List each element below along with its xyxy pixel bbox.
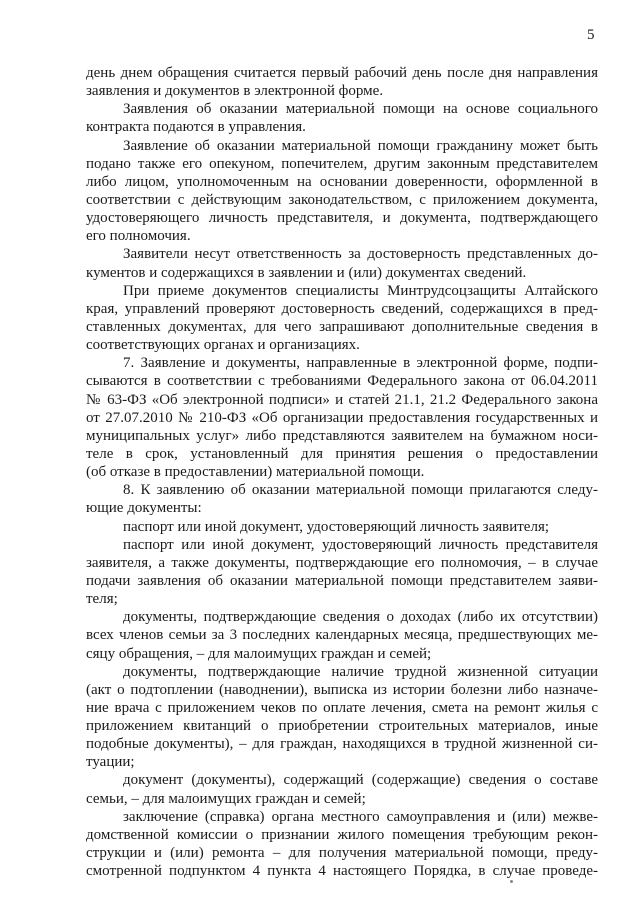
text-line: № 63-ФЗ «Об электронной подписи» и статей 21.1, 21.2 Федерального закона bbox=[86, 391, 598, 408]
text-line: паспорт или иной документ, удостоверяющий личность представителя bbox=[123, 536, 598, 553]
text-line: Заявления об оказании материальной помощи на основе социального bbox=[123, 101, 598, 118]
text-line: удостоверяющего личность представителя, и документа, подтверждающего bbox=[86, 210, 598, 227]
text-line: ставленных документах, для чего запрашивают дополнительные сведения в bbox=[86, 318, 598, 335]
text-line: заявления и документов в электронной форме. bbox=[86, 83, 384, 100]
text-line: туации; bbox=[86, 754, 135, 771]
text-line: края, управлений проверяют достоверность сведений, содержащихся в пред- bbox=[86, 300, 598, 317]
text-line: теле в срок, установленный для принятия решения о предоставлении bbox=[86, 445, 598, 462]
text-line: Заявление об оказании материальной помощи гражданину может быть bbox=[123, 137, 598, 154]
text-line: семьи, – для малоимущих граждан и семей; bbox=[86, 790, 366, 807]
text-line: струкции и (или) ремонта – для получения материальной помощи, преду- bbox=[86, 845, 598, 862]
text-line: 7. Заявление и документы, направленные в электронной форме, подпи- bbox=[123, 355, 598, 372]
text-line: либо лицом, уполномоченным на основании доверенности, оформленной в bbox=[86, 173, 598, 190]
text-line: его полномочия. bbox=[86, 228, 191, 245]
text-line: документы, подтверждающие наличие трудной жизненной ситуации bbox=[123, 663, 598, 680]
page-number: 5 bbox=[587, 27, 595, 43]
text-line: день днем обращения считается первый рабочий день после дня направления bbox=[86, 65, 598, 81]
text-line: подачи заявления об оказании материальной помощи представителем заяви- bbox=[86, 572, 598, 589]
text-line: сяцу обращения, – для малоимущих граждан и семей; bbox=[86, 645, 432, 662]
text-line: ющие документы: bbox=[86, 500, 202, 517]
text-line: приложением квитанций о приобретении строительных материалов, иные bbox=[86, 718, 598, 735]
text-line: ние врача с приложением чеков по оплате лечения, смета на ремонт жилья с bbox=[86, 699, 598, 716]
text-line: подобные документы), – для граждан, находящихся в трудной жизненной си- bbox=[86, 736, 598, 753]
text-line: документ (документы), содержащий (содержащие) сведения о составе bbox=[123, 772, 598, 789]
text-line: При приеме документов специалисты Минтрудсоцзащиты Алтайского bbox=[123, 282, 598, 299]
text-line: (об отказе в предоставлении) материальной помощи. bbox=[86, 464, 425, 481]
document-body bbox=[86, 64, 598, 880]
text-line: паспорт или иной документ, удостоверяющий личность заявителя; bbox=[123, 518, 550, 535]
scan-speck bbox=[510, 880, 513, 883]
text-line: домственной комиссии о признании жилого помещения требующим рекон- bbox=[86, 826, 598, 843]
text-line: заявителя, а также документы, подтверждающие его полномочия, – в случае bbox=[86, 554, 598, 571]
text-line: муниципальных услуг» либо представляются заявителем на бумажном носи- bbox=[86, 427, 598, 444]
text-line: всех членов семьи за 3 последних календарных месяца, предшествующих ме- bbox=[86, 627, 598, 644]
text-line: соответствующих органах и организациях. bbox=[86, 337, 360, 354]
text-line: теля; bbox=[86, 591, 118, 608]
text-line: 8. К заявлению об оказании материальной помощи прилагаются следу- bbox=[123, 482, 598, 499]
text-line: Заявители несут ответственность за достоверность представленных до- bbox=[123, 246, 598, 263]
text-line: сываются в соответствии с требованиями Федерального закона от 06.04.2011 bbox=[86, 373, 598, 390]
text-line: кументов и содержащихся в заявлении и (или) документах сведений. bbox=[86, 264, 527, 281]
text-line: соответствии с действующим законодательством, с приложением документа, bbox=[86, 191, 598, 208]
text-line: контракта подаются в управления. bbox=[86, 119, 306, 136]
text-line: документы, подтверждающие сведения о доходах (либо их отсутствии) bbox=[123, 609, 598, 626]
text-line: заключение (справка) органа местного самоуправления и (или) межве- bbox=[123, 808, 598, 825]
text-line: смотренной подпунктом 4 пункта 4 настоящего Порядка, в случае проведе- bbox=[86, 863, 598, 880]
text-line: подано также его опекуном, попечителем, другим законным представителем bbox=[86, 155, 598, 172]
text-line: (акт о подтоплении (наводнении), выписка из истории болезни либо назначе- bbox=[86, 681, 598, 698]
text-line: от 27.07.2010 № 210-ФЗ «Об организации предоставления государственных и bbox=[86, 409, 598, 426]
